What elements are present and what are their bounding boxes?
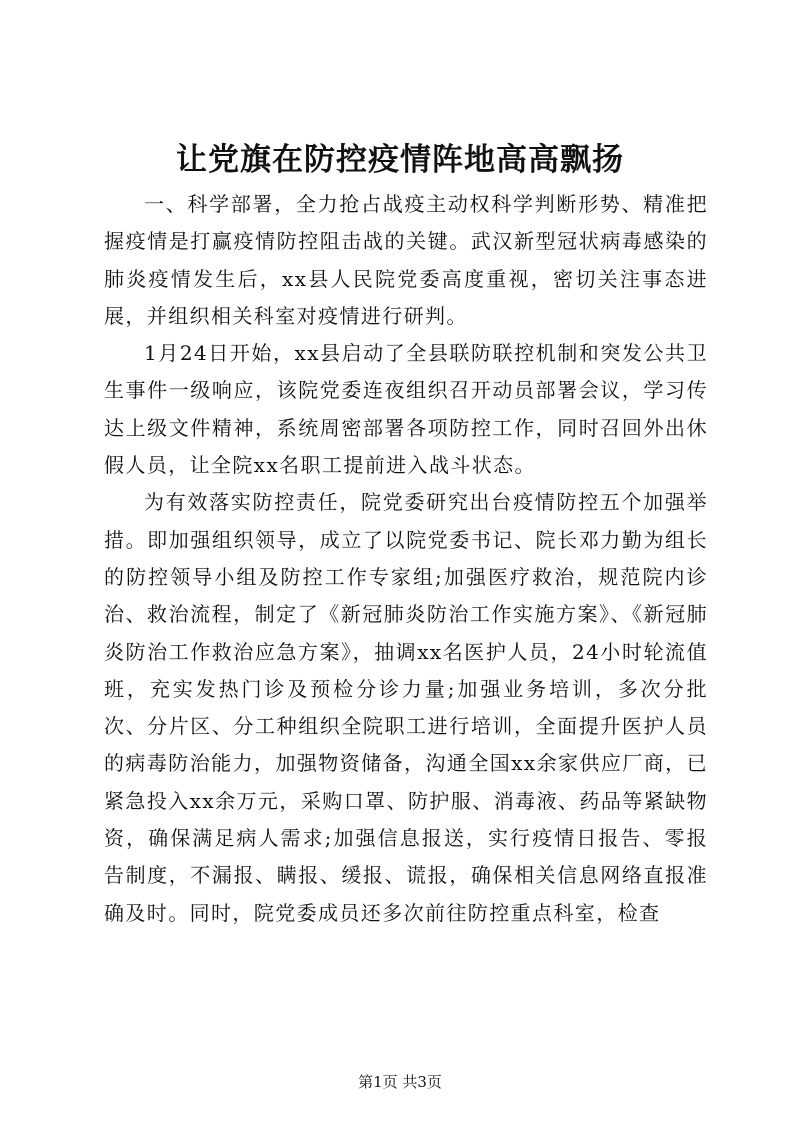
paragraph-1: 一、科学部署，全力抢占战疫主动权科学判断形势、精准把握疫情是打赢疫情防控阻击战的关键。武汉新型冠状病毒感染的肺炎疫情发生后，xx县人民院党委高度重视，密切关注事态进展，并组织相关科室对疫情进行研判。 <box>104 192 708 328</box>
paragraph-3: 为有效落实防控责任，院党委研究出台疫情防控五个加强举措。即加强组织领导，成立了以院党委书记、院长邓力勤为组长的防控领导小组及防控工作专家组;加强医疗救治，规范院内诊治、救治流程，制定了《新冠肺炎防治工作实施方案》、《新冠肺炎防治工作救治应急方案》，抽调xx名医护人员，24小时轮流值班，充实发热门诊及预检分诊力量;加强业务培训，多次分批次、分片区、分工种组织全院职工进行培训，全面提升医护人员的病毒防治能力，加强物资储备，沟通全国xx余家供应厂商，已紧急投入xx余万元，采购口罩、防护服、消毒液、药品等紧缺物资，确保满足病人需求;加强信息报送，实行疫情日报告、零报告制度，不漏报、瞒报、缓报、谎报，确保相关信息网络直报准确及时。同时，院党委成员还多次前往防控重点科室，检查 <box>104 490 708 925</box>
paragraph-2: 1月24日开始，xx县启动了全县联防联控机制和突发公共卫生事件一级响应，该院党委连夜组织召开动员部署会议，学习传达上级文件精神，系统周密部署各项防控工作，同时召回外出休假人员，让全院xx名职工提前进入战斗状态。 <box>104 341 708 478</box>
page-footer: 第1页 共3页 <box>358 1073 442 1091</box>
document-title: 让党旗在防控疫情阵地高高飘扬 <box>176 142 624 178</box>
document-body <box>104 186 708 932</box>
